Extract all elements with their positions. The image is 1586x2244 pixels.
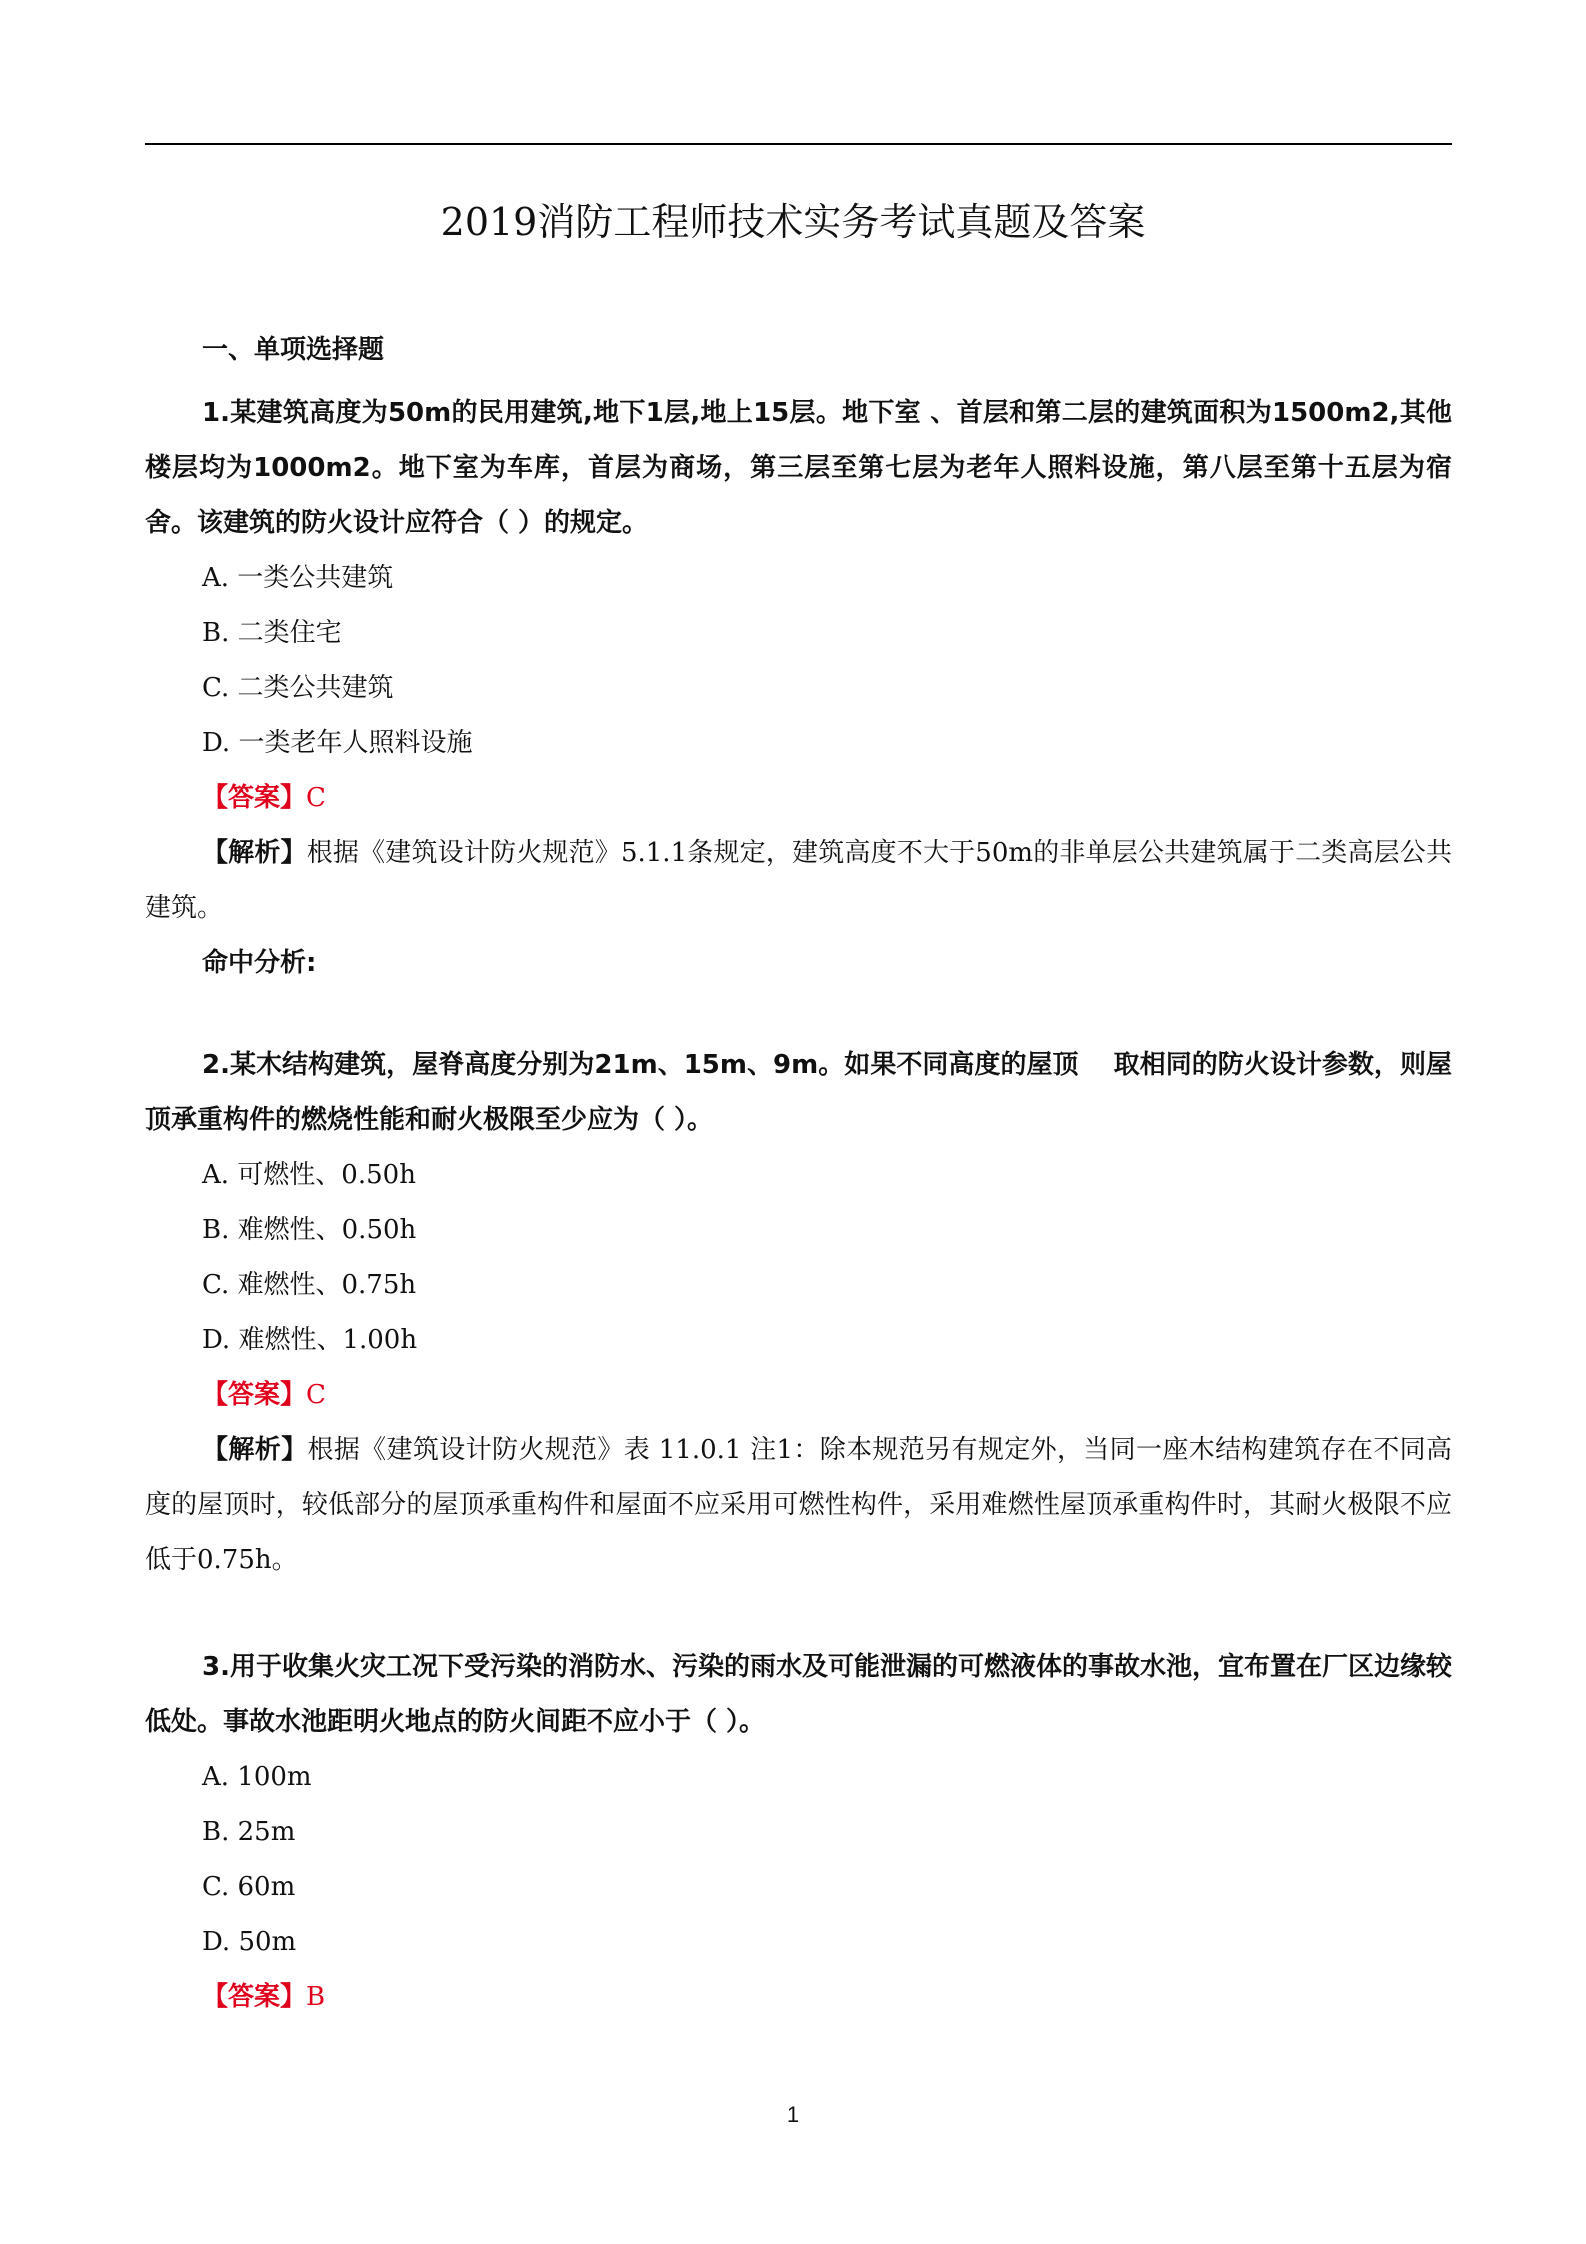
option-c: C. 难燃性、0.75h bbox=[202, 1270, 417, 1300]
option-b: B. 25m bbox=[202, 1817, 296, 1847]
answer-value: B bbox=[306, 1982, 326, 2012]
question-stem: 3.用于收集火灾工况下受污染的消防水、污染的雨水及可能泄漏的可燃液体的事故水池，宜布置在厂区边缘较低处。事故水池距明火地点的防火间距不应小于（ ）。 bbox=[145, 1652, 1452, 1737]
question-2 bbox=[145, 1038, 1452, 1588]
analysis-tag: 【解析】 bbox=[202, 1435, 308, 1465]
page-number: 1 bbox=[786, 2102, 800, 2127]
answer-tag: 【答案】 bbox=[202, 783, 307, 813]
option-b: B. 难燃性、0.50h bbox=[202, 1215, 417, 1245]
analysis-tag: 【解析】 bbox=[202, 838, 307, 868]
answer-value: C bbox=[306, 783, 326, 813]
answer-tag: 【答案】 bbox=[202, 1982, 307, 2012]
option-b: B. 二类住宅 bbox=[202, 618, 342, 648]
option-c: C. 二类公共建筑 bbox=[202, 673, 394, 703]
header-rule bbox=[145, 143, 1452, 145]
answer-line bbox=[145, 1970, 1452, 2025]
question-stem: 2.某木结构建筑，屋脊高度分别为21m、15m、9m。如果不同高度的屋顶 取相同的防火设计参数，则屋顶承重构件的燃烧性能和耐火极限至少应为（ ）。 bbox=[145, 1050, 1452, 1135]
answer-tag: 【答案】 bbox=[202, 1380, 307, 1410]
answer-value: C bbox=[306, 1380, 326, 1410]
hit-analysis-label: 命中分析: bbox=[202, 948, 317, 978]
answer-line bbox=[145, 1368, 1452, 1423]
option-d: D. 一类老年人照料设施 bbox=[202, 728, 473, 758]
option-d: D. 50m bbox=[202, 1927, 297, 1957]
question-stem: 1.某建筑高度为50m的民用建筑,地下1层,地上15层。地下室 、首层和第二层的建筑面积为1500m2,其他楼层均为1000m2。地下室为车库，首层为商场，第三层至第七层为老年人照料设施，第八层至第十五层为宿舍。该建筑的防火设计应符合（ ）的规定。 bbox=[145, 398, 1452, 538]
section-heading: 一、单项选择题 bbox=[202, 335, 385, 365]
question-1 bbox=[145, 386, 1452, 991]
answer-line bbox=[145, 771, 1452, 826]
option-a: A. 可燃性、0.50h bbox=[202, 1160, 416, 1190]
analysis-text: 根据《建筑设计防火规范》5.1.1条规定，建筑高度不大于50m的非单层公共建筑属于二类高层公共建筑。 bbox=[145, 838, 1452, 923]
page-title: 2019消防工程师技术实务考试真题及答案 bbox=[440, 200, 1146, 244]
analysis-text: 根据《建筑设计防火规范》表 11.0.1 注1：除本规范另有规定外，当同一座木结构建筑存在不同高度的屋顶时，较低部分的屋顶承重构件和屋面不应采用可燃性构件，采用难燃性屋顶承重构件时，其耐火极限不应低于0.75h。 bbox=[145, 1435, 1452, 1575]
option-a: A. 一类公共建筑 bbox=[202, 563, 394, 593]
option-c: C. 60m bbox=[202, 1872, 296, 1902]
option-a: A. 100m bbox=[202, 1762, 312, 1792]
analysis-paragraph bbox=[145, 826, 1452, 936]
option-d: D. 难燃性、1.00h bbox=[202, 1325, 418, 1355]
question-3 bbox=[145, 1640, 1452, 2025]
analysis-paragraph bbox=[145, 1423, 1452, 1588]
